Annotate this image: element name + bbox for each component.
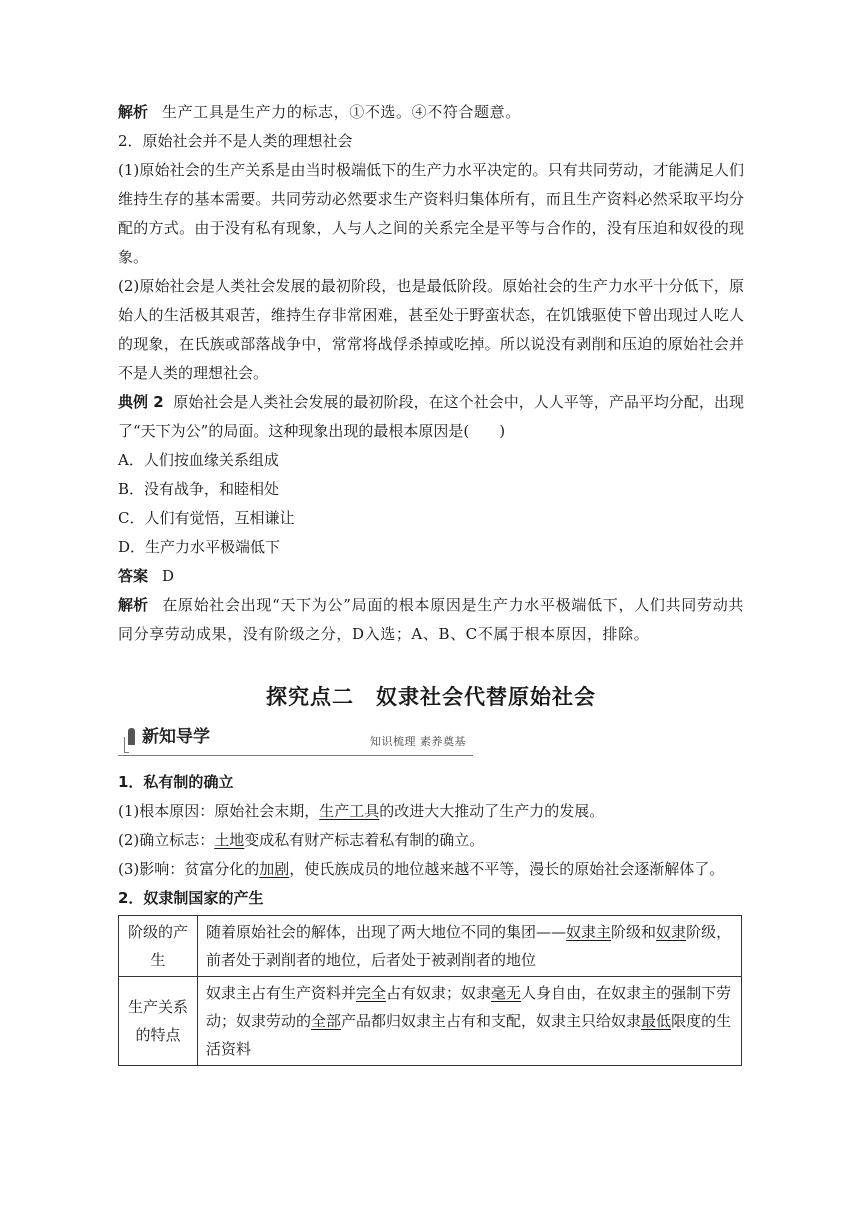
table-row-content (198, 916, 742, 977)
row1-underlined-1: 奴隶主 (566, 923, 612, 941)
row2-underlined-1: 完全 (356, 984, 387, 1002)
row2-underlined-2: 毫无 (491, 984, 522, 1002)
example2-answer (118, 562, 744, 591)
row2-text-c: 人身自由，在奴隶主的强制下劳动；奴隶劳动的 (206, 984, 732, 1030)
analysis-text-2: 在原始社会出现“天下为公”局面的根本原因是生产力水平极端低下，人们共同劳动共同分享劳动成果，没有阶级之分，D入选；A、B、C不属于根本原因，排除。 (118, 596, 744, 643)
private-l1-pre: (1)根本原因：原始社会末期， (118, 802, 320, 820)
example2-question (118, 388, 744, 446)
analysis-label-2: 解析 (118, 596, 149, 614)
analysis-paragraph-1 (118, 98, 744, 127)
row2-underlined-3: 全部 (311, 1012, 342, 1030)
document-page (118, 98, 744, 1066)
private-l3-post: ，使氏族成员的地位越来越不平等，漫长的原始社会逐渐解体了。 (289, 860, 725, 878)
row1-underlined-2: 奴隶 (656, 923, 687, 941)
private-line-3 (118, 855, 744, 884)
private-heading: 1．私有制的确立 (118, 773, 234, 791)
point2-heading: 2．原始社会并不是人类的理想社会 (118, 132, 353, 150)
private-l2-underlined: 土地 (214, 831, 245, 849)
example2-label: 典例 2 (118, 393, 164, 411)
table-row-content (198, 977, 742, 1066)
option-c: C．人们有觉悟，互相谦让 (118, 509, 295, 527)
example2-question-text: 原始社会是人类社会发展的最初阶段，在这个社会中，人人平等，产品平均分配，出现了“天下为公”的局面。这种现象出现的最根本原因是( ) (118, 393, 744, 440)
analysis-text: 生产工具是生产力的标志，①不选。④不符合题意。 (162, 103, 521, 121)
table-row (119, 916, 742, 977)
row1-text-c: 阶级，前者处于剥削者的地位，后者处于被剥削者的地位 (206, 923, 732, 969)
banner-bar-icon (128, 728, 135, 745)
example2-analysis (118, 591, 744, 649)
private-l2-pre: (2)确立标志： (118, 831, 215, 849)
private-line-1 (118, 797, 744, 826)
answer-label: 答案 (118, 567, 149, 585)
private-l3-pre: (3)影响：贫富分化的 (118, 860, 260, 878)
analysis-label: 解析 (118, 103, 149, 121)
slave-state-table (118, 915, 742, 1066)
option-d: D．生产力水平极端低下 (118, 538, 281, 556)
private-l1-underlined: 生产工具 (319, 802, 380, 820)
option-a: A．人们按血缘关系组成 (118, 451, 279, 469)
banner-title: 新知导学 (142, 727, 210, 747)
row2-text-a: 奴隶主占有生产资料并 (206, 984, 357, 1002)
row2-underlined-4: 最低 (641, 1012, 672, 1030)
private-l1-post: 的改进大大推动了生产力的发展。 (379, 802, 605, 820)
row2-text-b: 占有奴隶；奴隶 (386, 984, 492, 1002)
row1-text-b: 阶级和 (611, 923, 657, 941)
new-knowledge-banner (118, 725, 473, 756)
private-l2-post: 变成私有财产标志着私有制的确立。 (244, 831, 485, 849)
table-row-head: 生产关系的特点 (119, 977, 198, 1066)
private-l3-underlined: 加剧 (259, 860, 290, 878)
point2-paragraph-2: (2)原始社会是人类社会发展的最初阶段，也是最低阶段。原始社会的生产力水平十分低下，原始人的生活极其艰苦，维持生存非常困难，甚至处于野蛮状态，在饥饿驱使下曾出现过人吃人的现象，在氏族或部落战争中，常常将战俘杀掉或吃掉。所以说没有剥削和压迫的原始社会并不是人类的理想社会。 (118, 277, 744, 382)
table-row (119, 977, 742, 1066)
row2-text-e: 限度的生活资料 (206, 1012, 732, 1058)
table-row-head: 阶级的产生 (119, 916, 198, 977)
answer-value: D (162, 567, 175, 585)
section-title: 探究点二 奴隶社会代替原始社会 (266, 685, 596, 709)
option-b: B．没有战争，和睦相处 (118, 480, 280, 498)
banner-subtitle: 知识梳理 素养奠基 (370, 735, 466, 748)
row2-text-d: 产品都归奴隶主占有和支配，奴隶主只给奴隶 (341, 1012, 642, 1030)
row1-text-a: 随着原始社会的解体，出现了两大地位不同的集团—— (206, 923, 567, 941)
slave-state-heading: 2．奴隶制国家的产生 (118, 889, 264, 907)
point2-paragraph-1: (1)原始社会的生产关系是由当时极端低下的生产力水平决定的。只有共同劳动，才能满足人们维持生存的基本需要。共同劳动必然要求生产资料归集体所有，而且生产资料必然采取平均分配的方式。由于没有私有现象，人与人之间的关系完全是平等与合作的，没有压迫和奴役的现象。 (118, 161, 744, 266)
private-line-2 (118, 826, 744, 855)
